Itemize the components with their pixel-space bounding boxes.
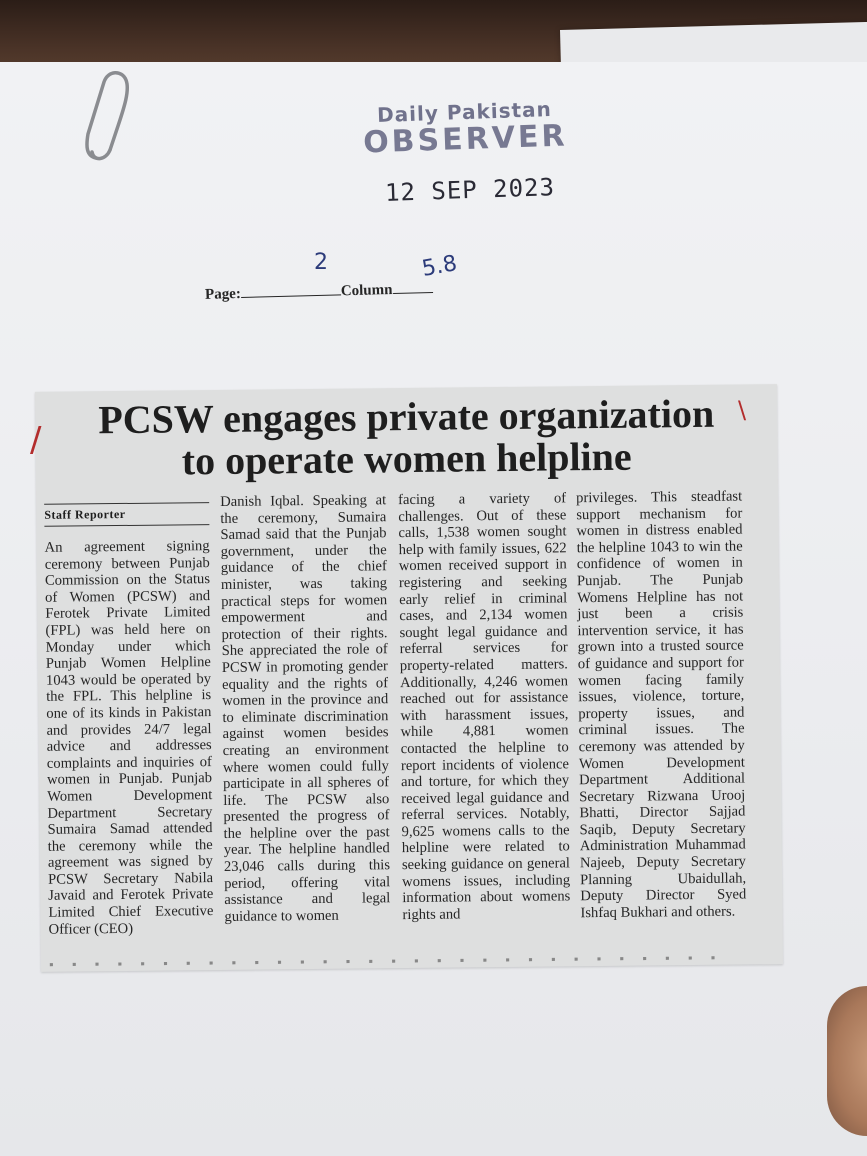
stamp-title: OBSERVER [362, 118, 569, 161]
column-number-handwritten: 5.8 [420, 251, 459, 282]
page-underline [241, 282, 341, 298]
stamp-date: 12 SEP 2023 [384, 173, 556, 207]
news-clipping [35, 384, 783, 972]
red-pen-mark-left: / [30, 420, 42, 460]
newspaper-stamp [344, 96, 586, 161]
article-column-1: An agreement signing ceremony between Punjab Commission on the Status of Women (PCSW) and Ferotek Private Limited (FPL) was held here on Monday under which Punjab Women Helpline 1043 would be operated by the FPL. This helpline is one of its kinds in Pakistan and provides 24/7 legal advice and addresses complaints and inquiries of women in Punjab. Punjab Women Development Department Secretary Sumaira Samad attended the ceremony while the agreement was signed by PCSW Secretary Nabila Javaid and Ferotek Private Limited Chief Executive Officer (CEO) [44, 538, 214, 938]
article-column-3: facing a variety of challenges. Out of these calls, 1,538 women sought help with family issues, 622 women received support in registering and seeking early relief in criminal cases, and 2,134 women sought legal guidance and referral services for property-related matters. Additionally, 4,246 women reached out for assistance with harassment issues, while 4,881 women contacted the helpline to report incidents of violence and torture, for which they received legal guidance and referral services. Notably, 9,625 womens calls to the helpline were related to seeking guidance on general womens issues, including information about womens rights and [398, 490, 571, 923]
article-column-2: Danish Iqbal. Speaking at the ceremony, Sumaira Samad said that the Punjab government, under the guidance of the chief minister, was taking practical steps for women empowerment and protection of their rights. She appreciated the role of PCSW in promoting gender equality and the rights of women in the province and to eliminate discrimination against women besides creating an environment where women could fully participate in all spheres of life. The PCSW also presented the progress of the helpline over the past year. The helpline handled 23,046 calls during this period, offering vital assistance and legal guidance to women [220, 492, 391, 925]
print-marks: ▪▪▪▪▪▪▪▪▪▪▪▪▪▪▪▪▪▪▪▪▪▪▪▪▪▪▪▪▪▪ [48, 952, 734, 969]
page-label: Page: [204, 285, 242, 303]
red-pen-mark-right: \ [738, 396, 747, 424]
page-number-handwritten: 2 [314, 250, 328, 275]
column-label: Column [340, 282, 393, 300]
headline [35, 384, 778, 484]
thumb [827, 986, 867, 1136]
article-column-4: privileges. This steadfast support mechanism for women in distress enabled the helpline 1043 to win the confidence of women in Punjab. The Punjab Womens Helpline has not just been a crisis intervention service, it has grown into a trusted source of guidance and support for women facing family issues, violence, torture, property issues, and criminal issues. The ceremony was attended by Women Development Department Additional Secretary Rizwana Urooj Bhatti, Director Sajjad Saqib, Deputy Secretary Administration Muhammad Najeeb, Deputy Secretary Planning Ubaidullah, Deputy Director Syed Ishfaq Bukhari and others. [576, 488, 747, 922]
byline: Staff Reporter [44, 502, 209, 527]
stamp-publisher: Daily Pakistan [376, 96, 553, 128]
column-underline [392, 280, 432, 294]
paperclip-icon [82, 68, 136, 164]
headline-line-2: to operate women helpline [181, 433, 632, 484]
headline-line-1: PCSW engages private organization [98, 390, 715, 443]
